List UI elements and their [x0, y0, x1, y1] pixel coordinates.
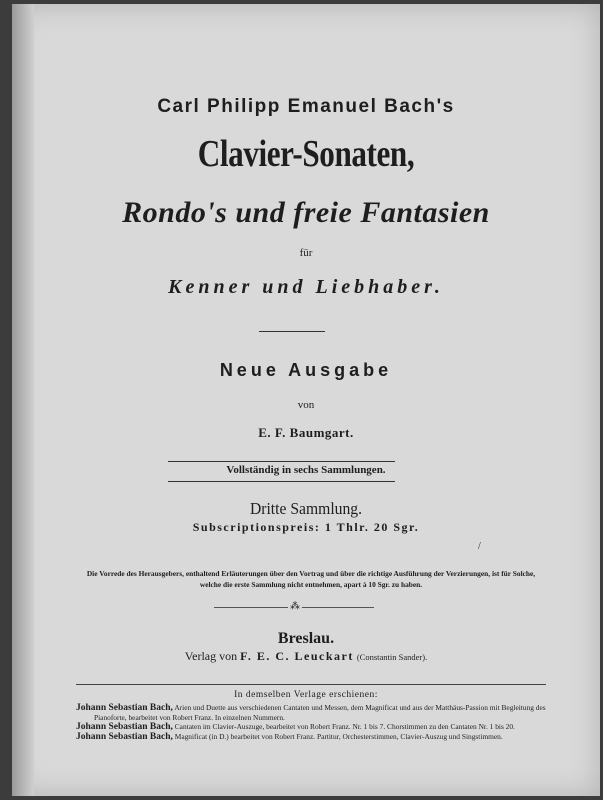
catalog-composer: Johann Sebastian Bach,	[76, 703, 173, 713]
subscription-price: Subscriptionspreis: 1 Thlr. 20 Sgr.	[192, 520, 420, 534]
catalog-text: Arien und Duette aus verschiedenen Cantaten und Messen, dem Magnificat und aus der Matthäus-Passion mit Begleitung des Pianoforte, bearbeitet von Robert Franz. In einzelnen Nummern.	[94, 703, 546, 722]
publisher-name: F. E. C. Leuckart	[240, 649, 354, 663]
catalog-heading: In demselben Verlage erschienen:	[234, 690, 378, 700]
catalog-composer: Johann Sebastian Bach,	[76, 732, 173, 742]
divider-rule	[259, 331, 325, 332]
pencil-mark: /	[478, 541, 481, 552]
work-subtitle: Rondo's und freie Fantasien	[122, 196, 490, 229]
catalog-list	[76, 703, 552, 742]
catalog-rule	[76, 684, 546, 685]
publisher-city: Breslau.	[277, 630, 335, 647]
audience: Kenner und Liebhaber.	[168, 276, 444, 298]
edition-label: Neue Ausgabe	[219, 360, 393, 380]
fuer-word: für	[299, 247, 313, 259]
title-page	[12, 4, 600, 796]
catalog-entry	[76, 703, 552, 722]
composer-name: Carl Philipp Emanuel Bach's	[157, 96, 455, 117]
publisher-line	[12, 649, 600, 664]
ornament-glyph: ⁂	[290, 601, 300, 612]
catalog-entry	[76, 722, 552, 732]
catalog-text: Magnificat (in D.) bearbeitet von Robert Franz. Partitur, Orchesterstimmen, Clavier-Auszug und Singstimmen.	[174, 732, 503, 741]
catalog-composer: Johann Sebastian Bach,	[76, 722, 173, 732]
preface-note: Die Vorrede des Herausgebers, enthaltend Erläuterungen über den Vortrag und über die richtige Ausführung der Verzierungen, ist für Solche, welche die erste Sammlung nicht entnehmen, apart à 10 Sgr. zu haben.	[86, 569, 536, 589]
catalog-text: Cantaten im Clavier-Auszuge, bearbeitet von Robert Franz. Nr. 1 bis 7. Chorstimmen zu den Cantaten Nr. 1 bis 20.	[174, 722, 515, 731]
editor-name: E. F. Baumgart.	[258, 425, 354, 440]
catalog-entry	[76, 732, 552, 742]
publisher-prefix: Verlag von	[184, 649, 238, 663]
collection-label: Dritte Sammlung.	[249, 499, 363, 518]
work-title: Clavier-Sonaten,	[197, 133, 415, 175]
publisher-owner: (Constantin Sander).	[356, 652, 428, 662]
von-word: von	[297, 399, 315, 411]
completeness-note: Vollständig in sechs Sammlungen.	[226, 464, 386, 476]
